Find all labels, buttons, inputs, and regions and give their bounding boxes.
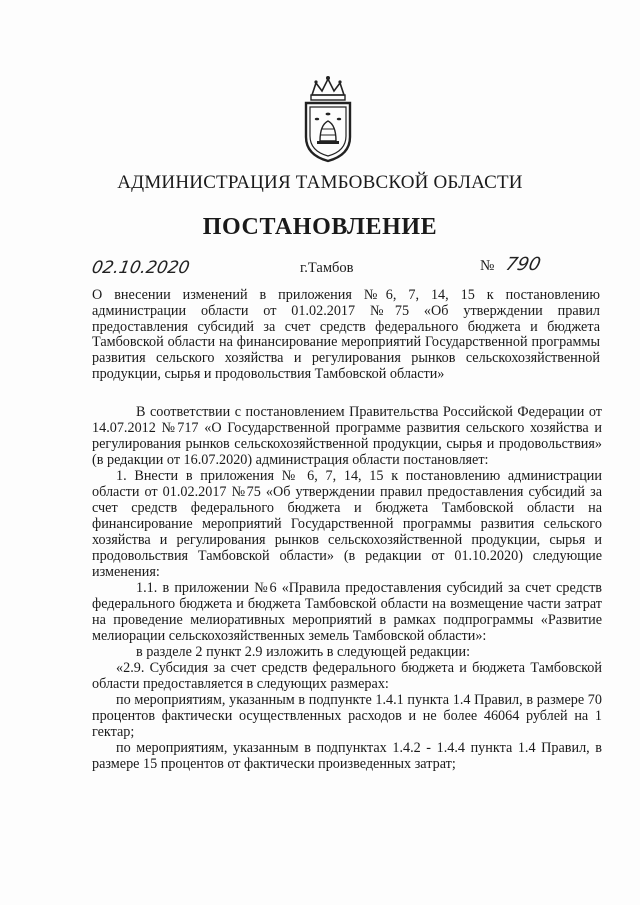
handwritten-date: 02.10.2020 xyxy=(90,258,192,278)
body-paragraph-clause-2-9: «2.9. Субсидия за счет средств федерального бюджета и бюджета Тамбовской области предоставляется в следующих размерах: xyxy=(92,660,602,692)
handwritten-document-number: 790 xyxy=(503,254,543,275)
city-name: г.Тамбов xyxy=(300,260,354,276)
document-body xyxy=(92,404,602,772)
body-paragraph-item-1-1: 1.1. в приложении №6 «Правила предоставления субсидий за счет средств федерального бюджета и бюджета Тамбовской области на возмещение части затрат на проведение мелиоративных мероприятий в рамках подпрограммы «Развитие мелиорации сельскохозяйственных земель Тамбовской области»: xyxy=(92,580,602,644)
body-paragraph-rate-1: по мероприятиям, указанным в подпункте 1.4.1 пункта 1.4 Правил, в размере 70 процентов фактически осуществленных расходов и не более 46064 рублей на 1 гектар; xyxy=(92,692,602,740)
body-paragraph-item-1: 1. Внести в приложения № 6, 7, 14, 15 к постановлению администрации области от 01.02.2017 №75 «Об утверждении правил предоставления субсидий за счет средств федерального бюджета и бюджета Тамбовской области на финансирование мероприятий Государственной программы развития сельского хозяйства и регулирования рынков сельскохозяйственной продукции, сырья и продовольствия Тамбовской области» (в редакции от 01.10.2020) следующие изменения: xyxy=(92,468,602,580)
body-paragraph-section-2: в разделе 2 пункт 2.9 изложить в следующей редакции: xyxy=(136,644,471,660)
document-type-title: ПОСТАНОВЛЕНИЕ xyxy=(202,214,438,240)
body-paragraph-preamble: В соответствии с постановлением Правительства Российской Федерации от 14.07.2012 №717 «О Государственной программе развития сельского хозяйства и регулирования рынков сельскохозяйственной продукции, сырья и продовольствия» (в редакции от 16.07.2020) администрация области постановляет: xyxy=(92,404,602,468)
number-label: № xyxy=(480,258,495,274)
document-subject: О внесении изменений в приложения №6, 7, 14, 15 к постановлению администрации области от 01.02.2017 №75 «Об утверждении правил предоставления субсидий за счет средств федерального бюджета и бюджета Тамбовской области на финансирование мероприятий Государственной программы развития сельского хозяйства и регулирования рынков сельскохозяйственной продукции, сырья и продовольствия Тамбовской области» xyxy=(92,287,600,382)
agency-name: АДМИНИСТРАЦИЯ ТАМБОВСКОЙ ОБЛАСТИ xyxy=(117,172,523,193)
body-paragraph-rate-2: по мероприятиям, указанным в подпунктах 1.4.2 - 1.4.4 пункта 1.4 Правил, в размере 15 процентов от фактически произведенных затрат; xyxy=(92,740,602,772)
tambov-coat-of-arms-icon xyxy=(300,75,356,163)
